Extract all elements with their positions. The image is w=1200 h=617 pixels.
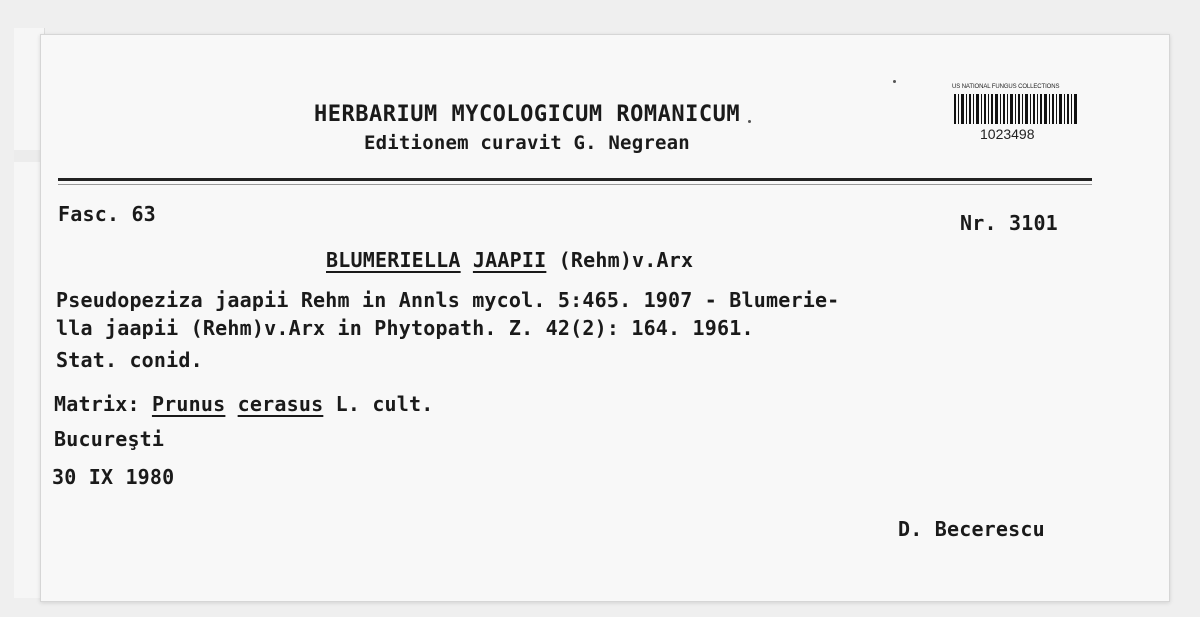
matrix-line: [54, 392, 434, 416]
barcode-number: 1023498: [980, 126, 1035, 142]
herbarium-title: HERBARIUM MYCOLOGICUM ROMANICUM: [314, 102, 741, 127]
synonymy-line-2: lla jaapii (Rehm)v.Arx in Phytopath. Z. 42(2): 164. 1961.: [56, 316, 754, 340]
specimen-number: Nr. 3101: [960, 211, 1058, 235]
host-note: cult.: [372, 392, 434, 416]
species-epithet: JAAPII: [472, 248, 547, 272]
header-divider: [58, 178, 1092, 181]
fascicle: Fasc. 63: [58, 202, 156, 226]
species-name: [326, 248, 693, 272]
host-species: cerasus: [237, 392, 324, 416]
collector: D. Becerescu: [898, 517, 1045, 541]
paper-speck: [748, 120, 751, 123]
barcode-label: [940, 80, 1092, 144]
locality: Bucureşti: [54, 427, 165, 451]
stage: Stat. conid.: [56, 348, 203, 372]
barcode-institution: US NATIONAL FUNGUS COLLECTIONS: [952, 84, 1060, 90]
paper-speck: [893, 80, 896, 83]
synonymy-line-1: Pseudopeziza jaapii Rehm in Annls mycol. 5:465. 1907 - Blumerie-: [56, 288, 840, 312]
host-genus: Prunus: [151, 392, 226, 416]
species-authority: (Rehm)v.Arx: [558, 248, 694, 272]
collection-date: 30 IX 1980: [52, 465, 175, 489]
barcode-icon: [954, 94, 1078, 124]
editor-line: Editionem curavit G. Negrean: [364, 132, 690, 154]
header-divider-thin: [58, 184, 1092, 185]
host-authority: L.: [335, 392, 361, 416]
genus-name: BLUMERIELLA: [326, 248, 461, 272]
matrix-label: Matrix:: [54, 392, 140, 416]
